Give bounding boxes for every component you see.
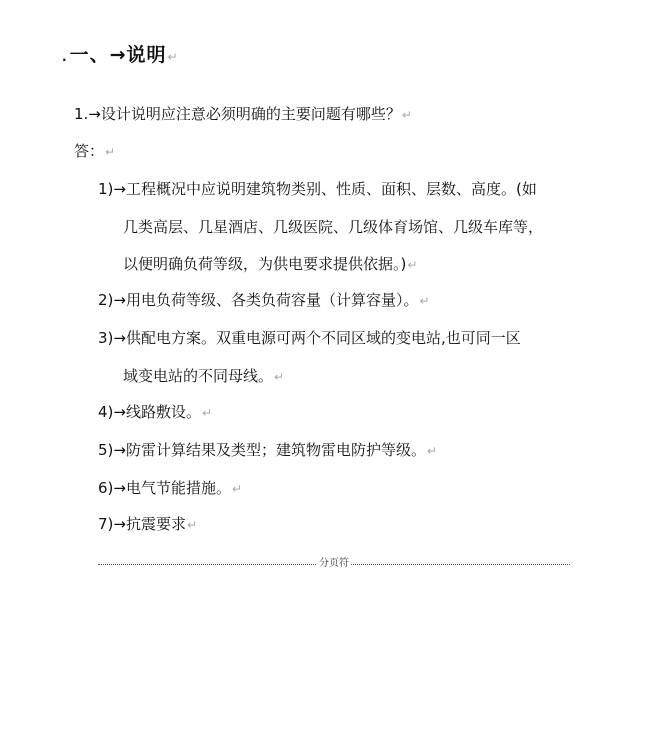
list-item-text: 几类高层、几星酒店、几级医院、几级体育场馆、几级车库等， — [123, 218, 544, 236]
list-item-3-line-2 — [123, 366, 284, 387]
section-heading — [62, 40, 179, 67]
list-item-1-line-2 — [123, 217, 543, 237]
list-item-1-line-1 — [98, 179, 537, 199]
heading-text: 一、→说明 — [69, 44, 167, 66]
list-item-text: 1)→工程概况中应说明建筑物类别、性质、面积、层数、高度。(如 — [98, 180, 537, 198]
paragraph-mark-icon: ↵ — [419, 294, 430, 308]
list-item-text: 4)→线路敷设。 — [98, 403, 201, 421]
list-item-6 — [98, 478, 242, 499]
list-item-3-line-1 — [98, 328, 521, 348]
list-item-text: 域变电站的不同母线。 — [123, 367, 274, 385]
list-item-4 — [98, 402, 212, 423]
heading-bullet: . — [62, 50, 68, 64]
paragraph-mark-icon: ↵ — [407, 258, 418, 272]
paragraph-mark-icon: ↵ — [231, 482, 243, 496]
list-item-7 — [98, 514, 197, 535]
list-item-text: 3)→供配电方案。双重电源可两个不同区域的变电站,也可同一区 — [98, 329, 521, 347]
list-item-text: 7)→抗震要求 — [98, 515, 186, 533]
question-line — [74, 104, 412, 125]
page-break-label: 分页符 — [317, 556, 351, 572]
list-item-text: 以便明确负荷等级，为供电要求提供依据。) — [123, 255, 407, 273]
list-item-5 — [98, 440, 437, 461]
paragraph-mark-icon: ↵ — [167, 50, 179, 64]
answer-label-line — [74, 141, 115, 162]
paragraph-mark-icon: ↵ — [274, 370, 285, 384]
paragraph-mark-icon: ↵ — [105, 145, 116, 159]
list-item-text: 6)→电气节能措施。 — [98, 479, 231, 497]
question-text: 1.→设计说明应注意必须明确的主要问题有哪些？ — [74, 105, 401, 123]
list-item-2 — [98, 290, 430, 311]
paragraph-mark-icon: ↵ — [401, 108, 412, 122]
list-item-text: 5)→防雷计算结果及类型；建筑物雷电防护等级。 — [98, 441, 426, 459]
paragraph-mark-icon: ↵ — [186, 518, 198, 532]
answer-label: 答： — [74, 142, 105, 160]
paragraph-mark-icon: ↵ — [201, 406, 213, 420]
list-item-text: 2)→用电负荷等级、各类负荷容量（计算容量）。 — [98, 291, 419, 309]
list-item-1-line-3 — [123, 254, 417, 275]
paragraph-mark-icon: ↵ — [426, 444, 438, 458]
page-break — [98, 556, 570, 572]
